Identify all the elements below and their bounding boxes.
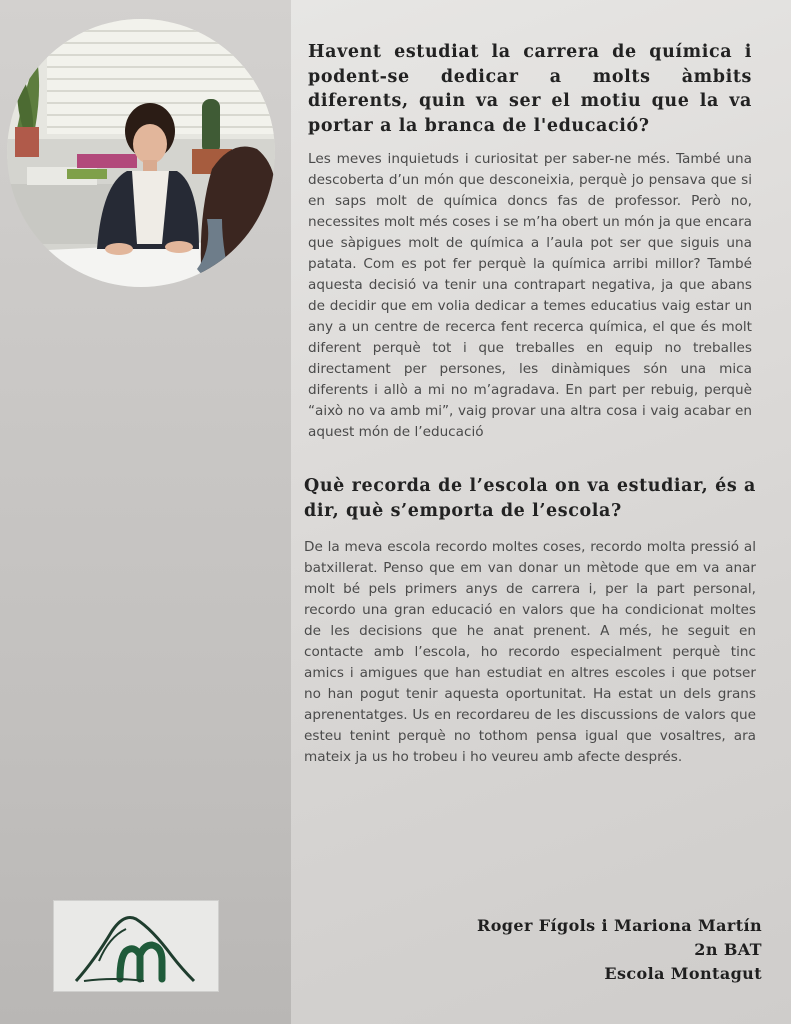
school-logo (53, 900, 219, 992)
answer-2: De la meva escola recordo moltes coses, recordo molta pressió al batxillerat. Penso que em van donar un mètode que em va anar molt bé pels primers anys de carrera i, per la part personal, recordo una gran educació en valors que ha condicionat moltes de les decisions que he anat prenent. A més, he seguit en contacte amb l’escola, ho recordo especialment perquè tinc amics i amigues que han estudiat en altres escoles i que potser no han pogut tenir aquesta oportunitat. Ha estat un dels grans aprenentatges. Us en recordareu de les discussions de valors que esteu tenint perquè no tothom pensa igual que vosaltres, ara mateix ja us ho trobeu i ho veureu amb afecte després. (304, 539, 756, 765)
authors: Roger Fígols i Mariona Martín (477, 916, 762, 935)
question-1: Havent estudiat la carrera de química i podent-se dedicar a molts àmbits diferents, quin va ser el motiu que la va portar a la branca de l'educació? (308, 42, 752, 136)
credits-block (477, 914, 762, 986)
school-name: Escola Montagut (604, 964, 762, 983)
answer-1: Les meves inquietuds i curiositat per saber-ne més. També una descoberta d’un món que desconeixia, perquè jo pensava que si en saps molt de química doncs fas de professor. Però no, necessites molt més coses i se m’ha obert un món ja que encara que sàpigues molt de química a l’aula pot ser que siguis una patata. Com es pot fer perquè la química arribi millor? També aquesta decisió va tenir una contrapart negativa, ja que abans de decidir que em volia dedicar a temes educatius vaig estar un any a un centre de recerca fent recerca química, el que és molt diferent perquè tot i que treballes en equip no treballes directament per persones, les dinàmiques són una mica diferents i allò a mi no m’agradava. En part per rebuig, perquè “això no va amb mi”, vaig provar una altra cosa i vaig acabar en aquest món de l’educació (308, 151, 752, 440)
question-2: Què recorda de l’escola on va estudiar, és a dir, què s’emporta de l’escola? (304, 476, 756, 521)
course: 2n BAT (694, 940, 762, 959)
interview-photo (7, 19, 275, 287)
